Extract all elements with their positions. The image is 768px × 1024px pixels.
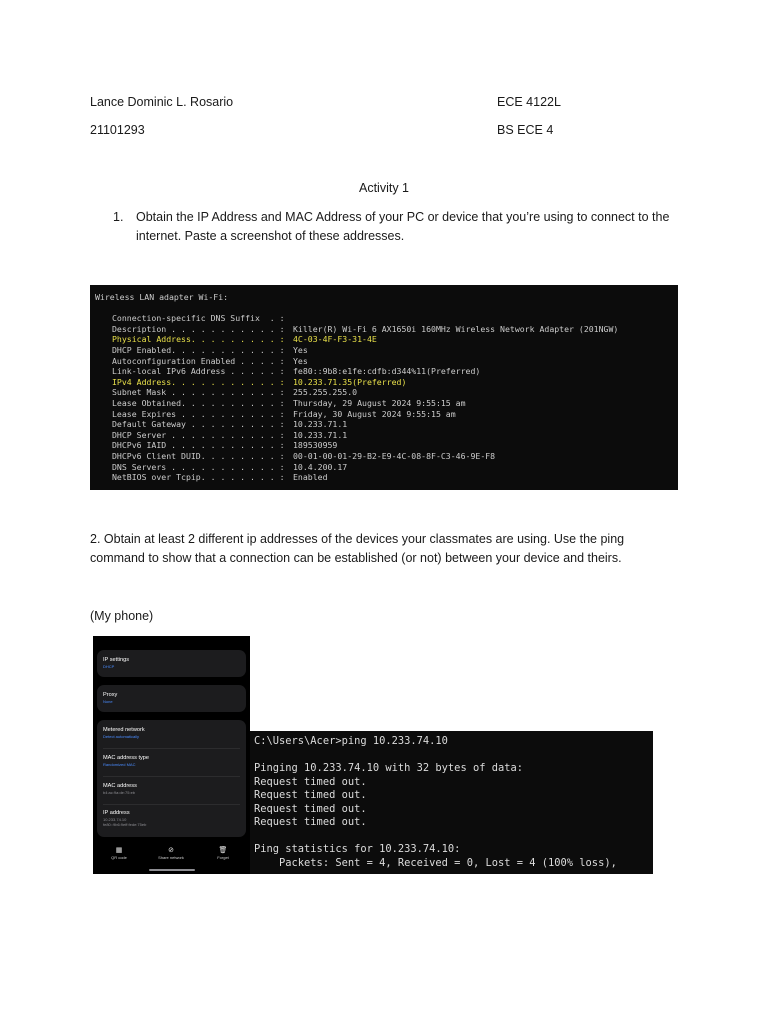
ipconfig-row	[95, 366, 673, 377]
mac-address-label: MAC address	[103, 783, 137, 789]
ip-address-v4: 10.233.74.10	[103, 817, 127, 822]
ipconfig-value: Thursday, 29 August 2024 9:55:15 am	[293, 397, 466, 408]
ping-screenshot	[250, 731, 653, 874]
ipconfig-row	[95, 430, 673, 441]
ipconfig-value: 189530959	[293, 440, 338, 451]
ipconfig-row	[95, 409, 673, 420]
ping-line	[254, 749, 649, 763]
ipconfig-row	[95, 356, 673, 367]
ipconfig-row	[95, 462, 673, 473]
ipconfig-row	[95, 334, 673, 345]
metered-network-value: Detect automatically	[103, 734, 140, 739]
ipconfig-value: 10.233.71.1	[293, 429, 348, 440]
ipconfig-key: DHCPv6 IAID . . . . . . . . . . . :	[112, 440, 285, 451]
qr-code-label: QR code	[111, 855, 127, 860]
phone-screenshot	[93, 636, 250, 874]
ip-settings-card[interactable]	[97, 650, 246, 677]
adapter-heading: Wireless LAN adapter Wi-Fi:	[95, 292, 229, 302]
share-network-button[interactable]	[151, 846, 191, 860]
ping-line: C:\Users\Acer>ping 10.233.74.10	[254, 735, 448, 747]
ipconfig-value: 10.233.71.1	[293, 419, 348, 430]
ping-line: Ping statistics for 10.233.74.10:	[254, 843, 461, 855]
ipconfig-key: Subnet Mask . . . . . . . . . . . :	[112, 387, 285, 398]
ipconfig-row	[95, 419, 673, 430]
ipconfig-row	[95, 440, 673, 451]
ipconfig-value: Enabled	[293, 472, 328, 483]
ipconfig-row	[95, 398, 673, 409]
ipconfig-rows	[95, 313, 673, 483]
ip-settings-label: IP settings	[103, 657, 130, 663]
proxy-label: Proxy	[103, 692, 118, 698]
activity-title: Activity 1	[358, 181, 409, 195]
proxy-card[interactable]	[97, 685, 246, 712]
ipconfig-value: Yes	[293, 344, 308, 355]
program: BS ECE 4	[497, 123, 554, 137]
ipconfig-value: 10.4.200.17	[293, 461, 348, 472]
ipconfig-row	[95, 472, 673, 483]
ipconfig-value: Killer(R) Wi-Fi 6 AX1650i 160MHz Wireless Network Adapter (201NGW)	[293, 323, 619, 334]
q2-text: 2. Obtain at least 2 different ip addresses of the devices your classmates are using. Use the ping command to show that a connection can be established (or not) between your device and theirs.	[90, 532, 625, 565]
course-code: ECE 4122L	[497, 95, 561, 109]
metered-network-label: Metered network	[103, 727, 145, 733]
ipconfig-value: fe80::9b8:e1fe:cdfb:d344%11(Preferred)	[293, 366, 481, 377]
mac-type-label: MAC address type	[103, 755, 150, 761]
ping-line: Pinging 10.233.74.10 with 32 bytes of data:	[254, 762, 523, 774]
ip-address-v6: fe80::9b6:9eff:fede:75eb	[103, 822, 147, 827]
mac-address-value: b4:ac:9a:de:75:eb	[103, 790, 136, 795]
forget-button[interactable]	[203, 846, 243, 860]
ipconfig-key: Default Gateway . . . . . . . . . :	[112, 419, 285, 430]
home-indicator	[149, 869, 195, 871]
network-details-card	[97, 720, 246, 837]
ping-line: Request timed out.	[254, 775, 367, 788]
mac-type-value: Randomized MAC	[103, 762, 136, 767]
ip-settings-value: DHCP	[103, 664, 115, 669]
ipconfig-key: Physical Address. . . . . . . . . :	[112, 334, 285, 345]
ipconfig-screenshot	[90, 285, 678, 490]
divider	[103, 804, 240, 805]
author-name: Lance Dominic L. Rosario	[90, 95, 234, 109]
ipconfig-key: Lease Obtained. . . . . . . . . . :	[112, 397, 285, 408]
ping-line: Request timed out.	[254, 802, 367, 815]
ping-line	[254, 830, 649, 844]
ipconfig-key: IPv4 Address. . . . . . . . . . . :	[112, 376, 285, 387]
ipconfig-key: Connection-specific DNS Suffix . :	[112, 313, 285, 324]
ipconfig-value: Yes	[293, 355, 308, 366]
mac-type-item[interactable]	[103, 755, 149, 767]
forget-label: Forget	[217, 855, 229, 860]
ip-address-label: IP address	[103, 810, 130, 816]
student-id: 21101293	[90, 123, 145, 137]
ipconfig-value: 255.255.255.0	[293, 387, 358, 398]
ipconfig-row	[95, 345, 673, 356]
ipconfig-value: Friday, 30 August 2024 9:55:15 am	[293, 408, 456, 419]
mac-address-item	[103, 783, 137, 795]
ipconfig-key: Lease Expires . . . . . . . . . . :	[112, 408, 285, 419]
q1-number: 1.	[113, 210, 124, 224]
ipconfig-key: DNS Servers . . . . . . . . . . . :	[112, 461, 285, 472]
ipconfig-row	[95, 451, 673, 462]
ip-address-item	[103, 810, 146, 827]
ipconfig-row	[95, 313, 673, 324]
metered-network-item[interactable]	[103, 727, 145, 739]
qr-code-button[interactable]	[99, 846, 139, 860]
ipconfig-key: NetBIOS over Tcpip. . . . . . . . :	[112, 472, 285, 483]
ipconfig-value: 4C-03-4F-F3-31-4E	[293, 334, 377, 345]
share-network-label: Share network	[158, 855, 184, 860]
ipconfig-value: 10.233.71.35(Preferred)	[293, 376, 407, 387]
qr-code-icon: ▦	[115, 847, 123, 854]
ipconfig-row	[95, 377, 673, 388]
ping-line: Packets: Sent = 4, Received = 0, Lost = 4 (100% loss),	[254, 856, 617, 869]
q1-text: Obtain the IP Address and MAC Address of your PC or device that you’re using to connect to the internet. Paste a screenshot of these addresses.	[136, 210, 670, 243]
ping-line: Request timed out.	[254, 789, 367, 801]
ipconfig-row	[95, 324, 673, 335]
ipconfig-key: Autoconfiguration Enabled . . . . :	[112, 355, 285, 366]
phone-caption: (My phone)	[90, 609, 154, 623]
ipconfig-value: 00-01-00-01-29-B2-E9-4C-08-8F-C3-46-9E-F8	[293, 450, 496, 461]
ping-line: Request timed out.	[254, 816, 367, 828]
share-icon: ⊘	[168, 847, 174, 854]
ipconfig-key: Link-local IPv6 Address . . . . . :	[112, 366, 285, 377]
divider	[103, 748, 240, 749]
ipconfig-key: Description . . . . . . . . . . . :	[112, 323, 285, 334]
divider	[103, 776, 240, 777]
ipconfig-key: DHCP Enabled. . . . . . . . . . . :	[112, 344, 285, 355]
ipconfig-key: DHCP Server . . . . . . . . . . . :	[112, 429, 285, 440]
ipconfig-key: DHCPv6 Client DUID. . . . . . . . :	[112, 450, 285, 461]
proxy-value: None	[103, 699, 113, 704]
ipconfig-row	[95, 387, 673, 398]
trash-icon: 🗑	[218, 847, 228, 854]
